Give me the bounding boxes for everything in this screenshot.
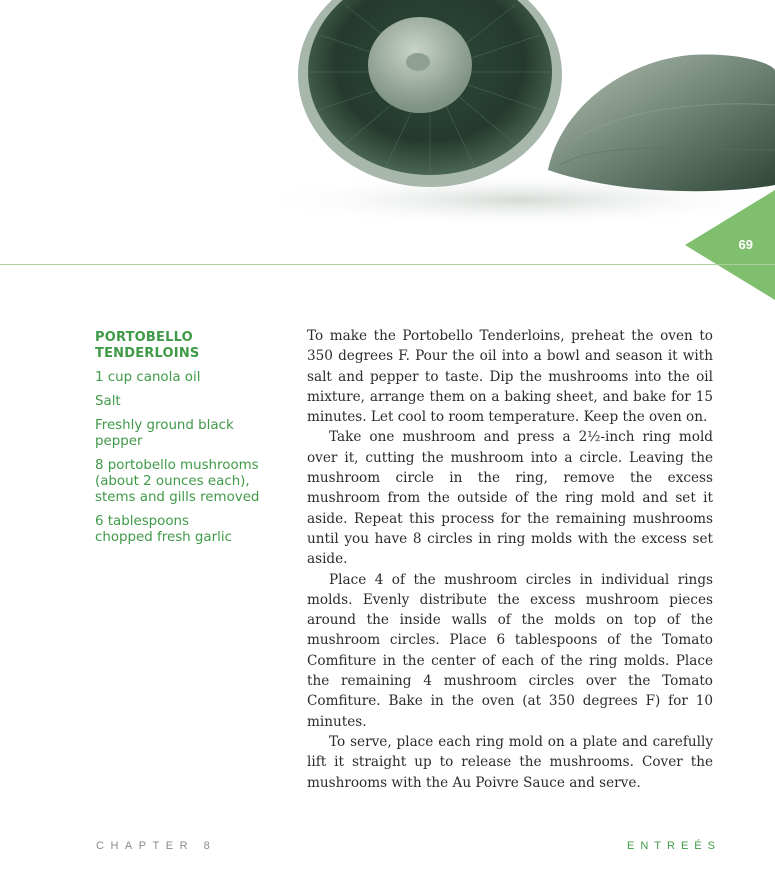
ingredients-list — [95, 330, 285, 554]
recipe-title: PORTOBELLO TENDERLOINS — [95, 330, 200, 361]
ingredient-item: Salt — [95, 394, 121, 409]
ingredient-item: Freshly ground black pepper — [95, 418, 234, 449]
ingredient-item: 8 portobello mushrooms (about 2 ounces each), stems and gills removed — [95, 458, 260, 505]
ingredient-item: 6 tablespoons chopped fresh garlic — [95, 514, 232, 545]
instruction-paragraph: To serve, place each ring mold on a plate and carefully lift it straight up to release the mushrooms. Cover the mushrooms with the Au Poivre Sauce and serve. — [307, 733, 713, 791]
instruction-paragraph: Take one mushroom and press a 2½-inch ring mold over it, cutting the mushroom into a circle. Leaving the mushroom circle in the ring, remove the excess mushroom from the outside of the ring mold and set it aside. Repeat this process for the remaining mushrooms until you have 8 circles in ring molds with the excess set aside. — [307, 429, 713, 568]
instruction-paragraph: To make the Portobello Tenderloins, preheat the oven to 350 degrees F. Pour the oil into a bowl and season it with salt and pepper to taste. Dip the mushrooms into the oil mixture, arrange them on a baking sheet, and bake for 15 minutes. Let cool to room temperature. Keep the oven on. — [307, 328, 713, 426]
instruction-paragraph: Place 4 of the mushroom circles in individual rings molds. Evenly distribute the excess mushroom pieces around the inside walls of the molds on top of the mushroom circles. Place 6 tablespoons of the Tomato Comfiture in the center of each of the ring molds. Place the remaining 4 mushroom circles over the Tomato Comfiture. Bake in the oven (at 350 degrees F) for 10 minutes. — [307, 571, 713, 730]
footer-chapter: CHAPTER 8 — [96, 840, 217, 852]
header-rule — [0, 264, 775, 265]
page-corner-tab — [685, 190, 775, 300]
ingredient-item: 1 cup canola oil — [95, 370, 201, 385]
recipe-instructions — [307, 326, 713, 793]
page-number: 69 — [738, 237, 753, 252]
footer-section: ENTREÉS — [627, 840, 721, 852]
mushroom-photo — [0, 0, 775, 262]
